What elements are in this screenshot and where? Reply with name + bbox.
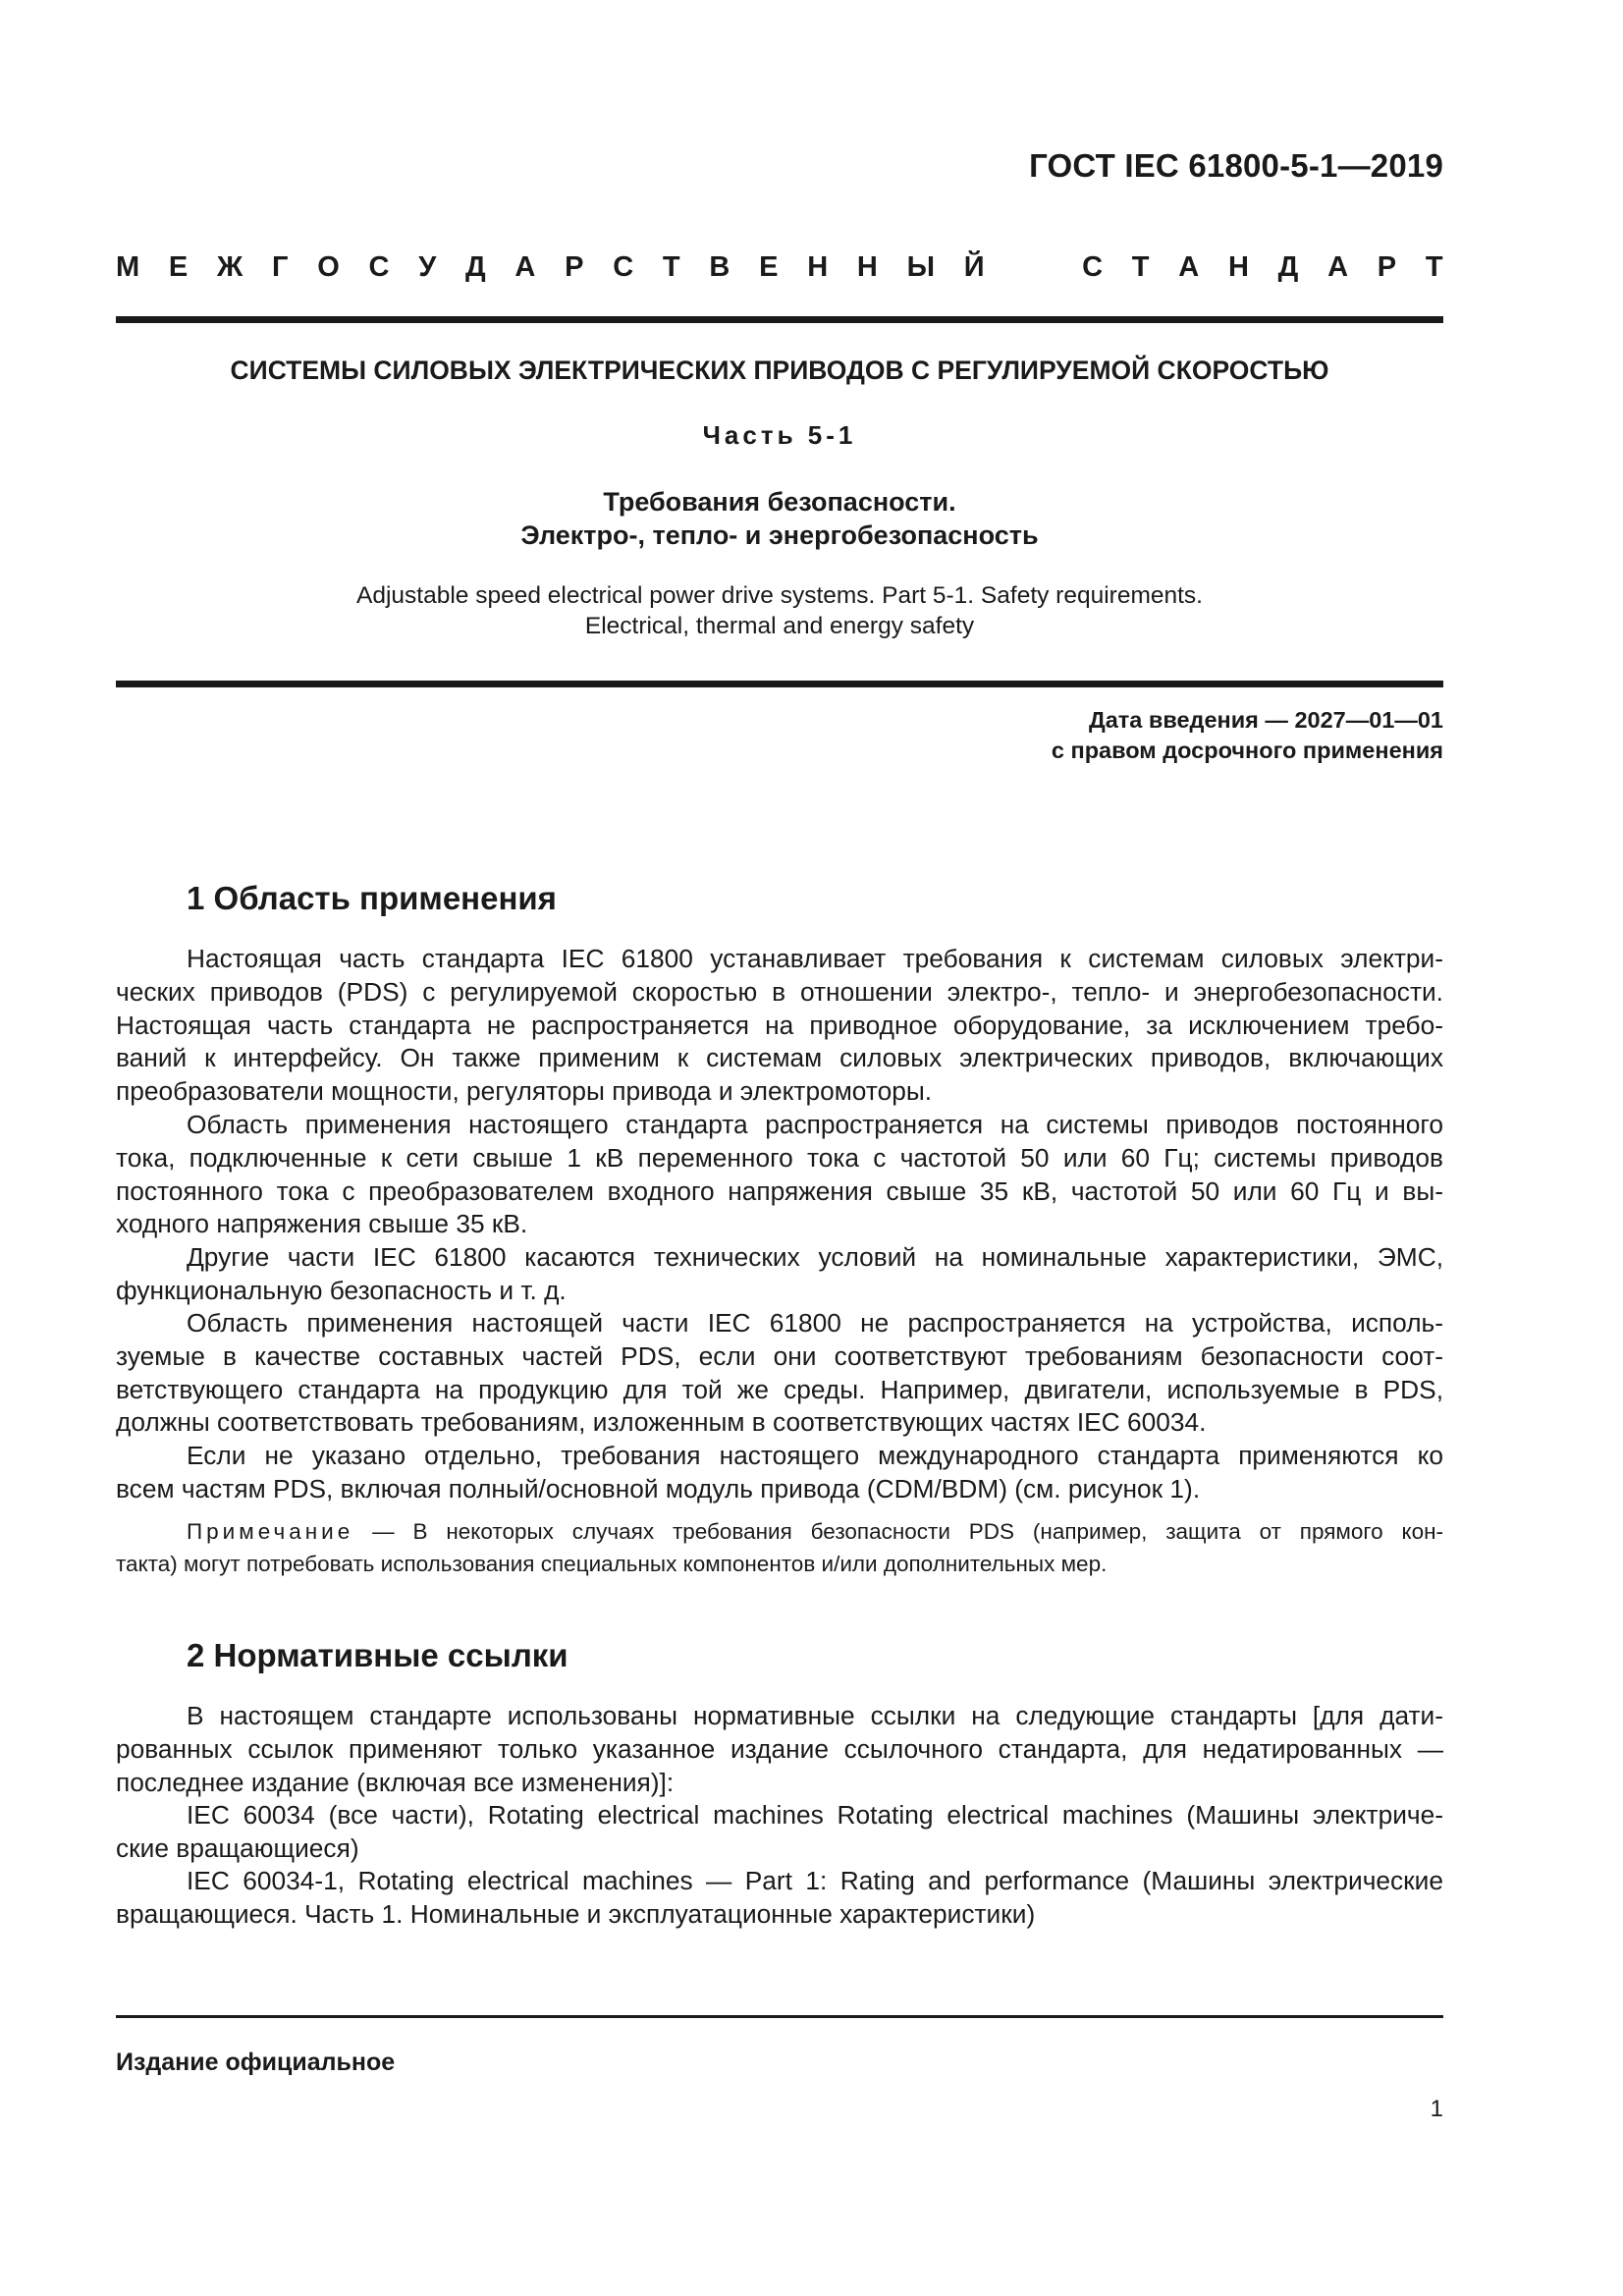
introduction-date bbox=[1052, 705, 1443, 766]
heading-letter: Г bbox=[271, 251, 289, 283]
heading-letter: Ж bbox=[217, 251, 243, 283]
section-1-paragraph-5 bbox=[116, 1440, 1443, 1506]
early-application-line: с правом досрочного применения bbox=[1051, 738, 1443, 763]
text-line: всем частям PDS, включая полный/основной модуль привода (CDM/BDM) (см. рисунок 1). bbox=[116, 1473, 1201, 1503]
word-gap bbox=[1013, 251, 1053, 284]
text-line: функциональную безопасность и т. д. bbox=[116, 1275, 567, 1305]
text-line: ваний к интерфейсу. Он также применим к системам силовых электрических приводов, включающих bbox=[116, 1043, 1443, 1073]
note-line: такта) могут потребовать использования специальных компонентов и/или дополнительных мер. bbox=[116, 1552, 1108, 1576]
official-edition-label: Издание официальное bbox=[116, 2049, 396, 2076]
heading-letter: Д bbox=[1277, 251, 1299, 283]
heading-letter: Р bbox=[565, 251, 584, 283]
section-2-reference-2 bbox=[116, 1865, 1443, 1932]
heading-letter: Н bbox=[1227, 251, 1249, 283]
heading-letter: А bbox=[1178, 251, 1200, 283]
text-line: ские вращающиеся) bbox=[116, 1832, 359, 1863]
text-line: IEC 60034-1, Rotating electrical machines — Part 1: Rating and performance (Машины электрические bbox=[187, 1866, 1443, 1895]
text-line: IEC 60034 (все части), Rotating electrical machines Rotating electrical machines (Машины электриче- bbox=[187, 1800, 1443, 1830]
heading-letter: Т bbox=[1425, 251, 1443, 283]
section-2-reference-1 bbox=[116, 1799, 1443, 1866]
text-line: Область применения настоящей части IEC 61800 не распространяется на устройства, исполь- bbox=[187, 1308, 1443, 1338]
interstate-standard-heading bbox=[116, 251, 1443, 284]
english-title-line: Electrical, thermal and energy safety bbox=[584, 613, 975, 639]
heading-letter: В bbox=[709, 251, 730, 283]
heading-letter: Н bbox=[807, 251, 829, 283]
heading-letter: С bbox=[613, 251, 634, 283]
text-line: ветствующего стандарта на продукцию для той же среды. Например, двигатели, используемые в PDS, bbox=[116, 1374, 1443, 1404]
standard-code: ГОСТ IEC 61800-5-1—2019 bbox=[1029, 147, 1443, 184]
text-line: Если не указано отдельно, требования настоящего международного стандарта применяются ко bbox=[187, 1441, 1443, 1470]
top-rule bbox=[116, 316, 1443, 323]
english-title bbox=[116, 580, 1443, 641]
heading-letter: М bbox=[116, 251, 140, 283]
footer-rule bbox=[116, 2015, 1443, 2018]
heading-letter: С bbox=[1082, 251, 1104, 283]
heading-letter: Й bbox=[963, 251, 985, 283]
text-line: должны соответствовать требованиям, изложенным в соответствующих частях IEC 60034. bbox=[116, 1407, 1207, 1438]
part-number: Часть 5-1 bbox=[702, 420, 857, 450]
heading-letter: Д bbox=[465, 251, 486, 283]
text-line: преобразователи мощности, регуляторы привода и электромоторы. bbox=[116, 1076, 933, 1107]
heading-letter: О bbox=[317, 251, 340, 283]
text-line: Настоящая часть стандарта IEC 61800 устанавливает требования к системам силовых электри- bbox=[187, 944, 1443, 973]
heading-letter: С bbox=[368, 251, 390, 283]
text-line: тока, подключенные к сети свыше 1 кВ переменного тока с частотой 50 или 60 Гц; системы приводов bbox=[116, 1142, 1443, 1173]
heading-letter: Р bbox=[1377, 251, 1397, 283]
text-line: рованных ссылок применяют только указанное издание ссылочного стандарта, для недатированных — bbox=[116, 1733, 1443, 1764]
section-2-paragraph-1 bbox=[116, 1700, 1443, 1799]
text-line: Другие части IEC 61800 касаются технических условий на номинальные характеристики, ЭМС, bbox=[187, 1242, 1443, 1272]
heading-letter: Е bbox=[759, 251, 779, 283]
text-line: зуемые в качестве составных частей PDS, если они соответствуют требованиям безопасности соот- bbox=[116, 1340, 1443, 1371]
text-line: последнее издание (включая все изменения)]: bbox=[116, 1767, 675, 1797]
heading-letter: Н bbox=[856, 251, 878, 283]
english-title-line: Adjustable speed electrical power drive systems. Part 5-1. Safety requirements. bbox=[356, 582, 1203, 609]
section-1-paragraph-1 bbox=[116, 943, 1443, 1109]
subtitle-line: Требования безопасности. bbox=[603, 487, 956, 517]
text-line: Настоящая часть стандарта не распространяется на приводное оборудование, за исключением требо- bbox=[116, 1010, 1443, 1040]
title-rule bbox=[116, 681, 1443, 687]
heading-letter: Т bbox=[662, 251, 680, 283]
section-1-heading: 1 Область применения bbox=[187, 880, 557, 916]
heading-letter: У bbox=[418, 251, 437, 283]
subtitle-line: Электро-, тепло- и энергобезопасность bbox=[520, 520, 1039, 550]
document-subtitle bbox=[116, 485, 1443, 552]
section-1-paragraph-4 bbox=[116, 1307, 1443, 1440]
section-1-paragraph-3 bbox=[116, 1241, 1443, 1308]
text-line: Область применения настоящего стандарта распространяется на системы приводов постоянного bbox=[187, 1110, 1443, 1139]
page-number: 1 bbox=[1430, 2096, 1443, 2122]
note bbox=[116, 1515, 1443, 1580]
document-title: СИСТЕМЫ СИЛОВЫХ ЭЛЕКТРИЧЕСКИХ ПРИВОДОВ С РЕГУЛИРУЕМОЙ СКОРОСТЬЮ bbox=[230, 355, 1329, 385]
heading-letter: Ы bbox=[906, 251, 935, 283]
text-line: В настоящем стандарте использованы нормативные ссылки на следующие стандарты [для дати- bbox=[187, 1701, 1443, 1730]
section-2-heading: 2 Нормативные ссылки bbox=[187, 1637, 568, 1673]
note-line bbox=[116, 1515, 1443, 1548]
intro-date-line: Дата введения — 2027—01—01 bbox=[1088, 707, 1443, 733]
text-line: ческих приводов (PDS) с регулируемой скоростью в отношении электро-, тепло- и энергобезопасности. bbox=[116, 976, 1443, 1007]
text-line: вращающиеся. Часть 1. Номинальные и эксплуатационные характеристики) bbox=[116, 1898, 1036, 1929]
heading-letter: А bbox=[514, 251, 536, 283]
note-label: Примечание bbox=[187, 1519, 354, 1544]
heading-letter: Е bbox=[168, 251, 189, 283]
text-line: постоянного тока с преобразователем входного напряжения свыше 35 кВ, частотой 50 или 60 Гц и вы- bbox=[116, 1175, 1443, 1206]
text-line: ходного напряжения свыше 35 кВ. bbox=[116, 1209, 528, 1239]
heading-letter: А bbox=[1327, 251, 1349, 283]
heading-letter: Т bbox=[1131, 251, 1150, 283]
section-1-paragraph-2 bbox=[116, 1109, 1443, 1241]
note-text: — В некоторых случаях требования безопасности PDS (например, защита от прямого кон- bbox=[353, 1519, 1443, 1544]
